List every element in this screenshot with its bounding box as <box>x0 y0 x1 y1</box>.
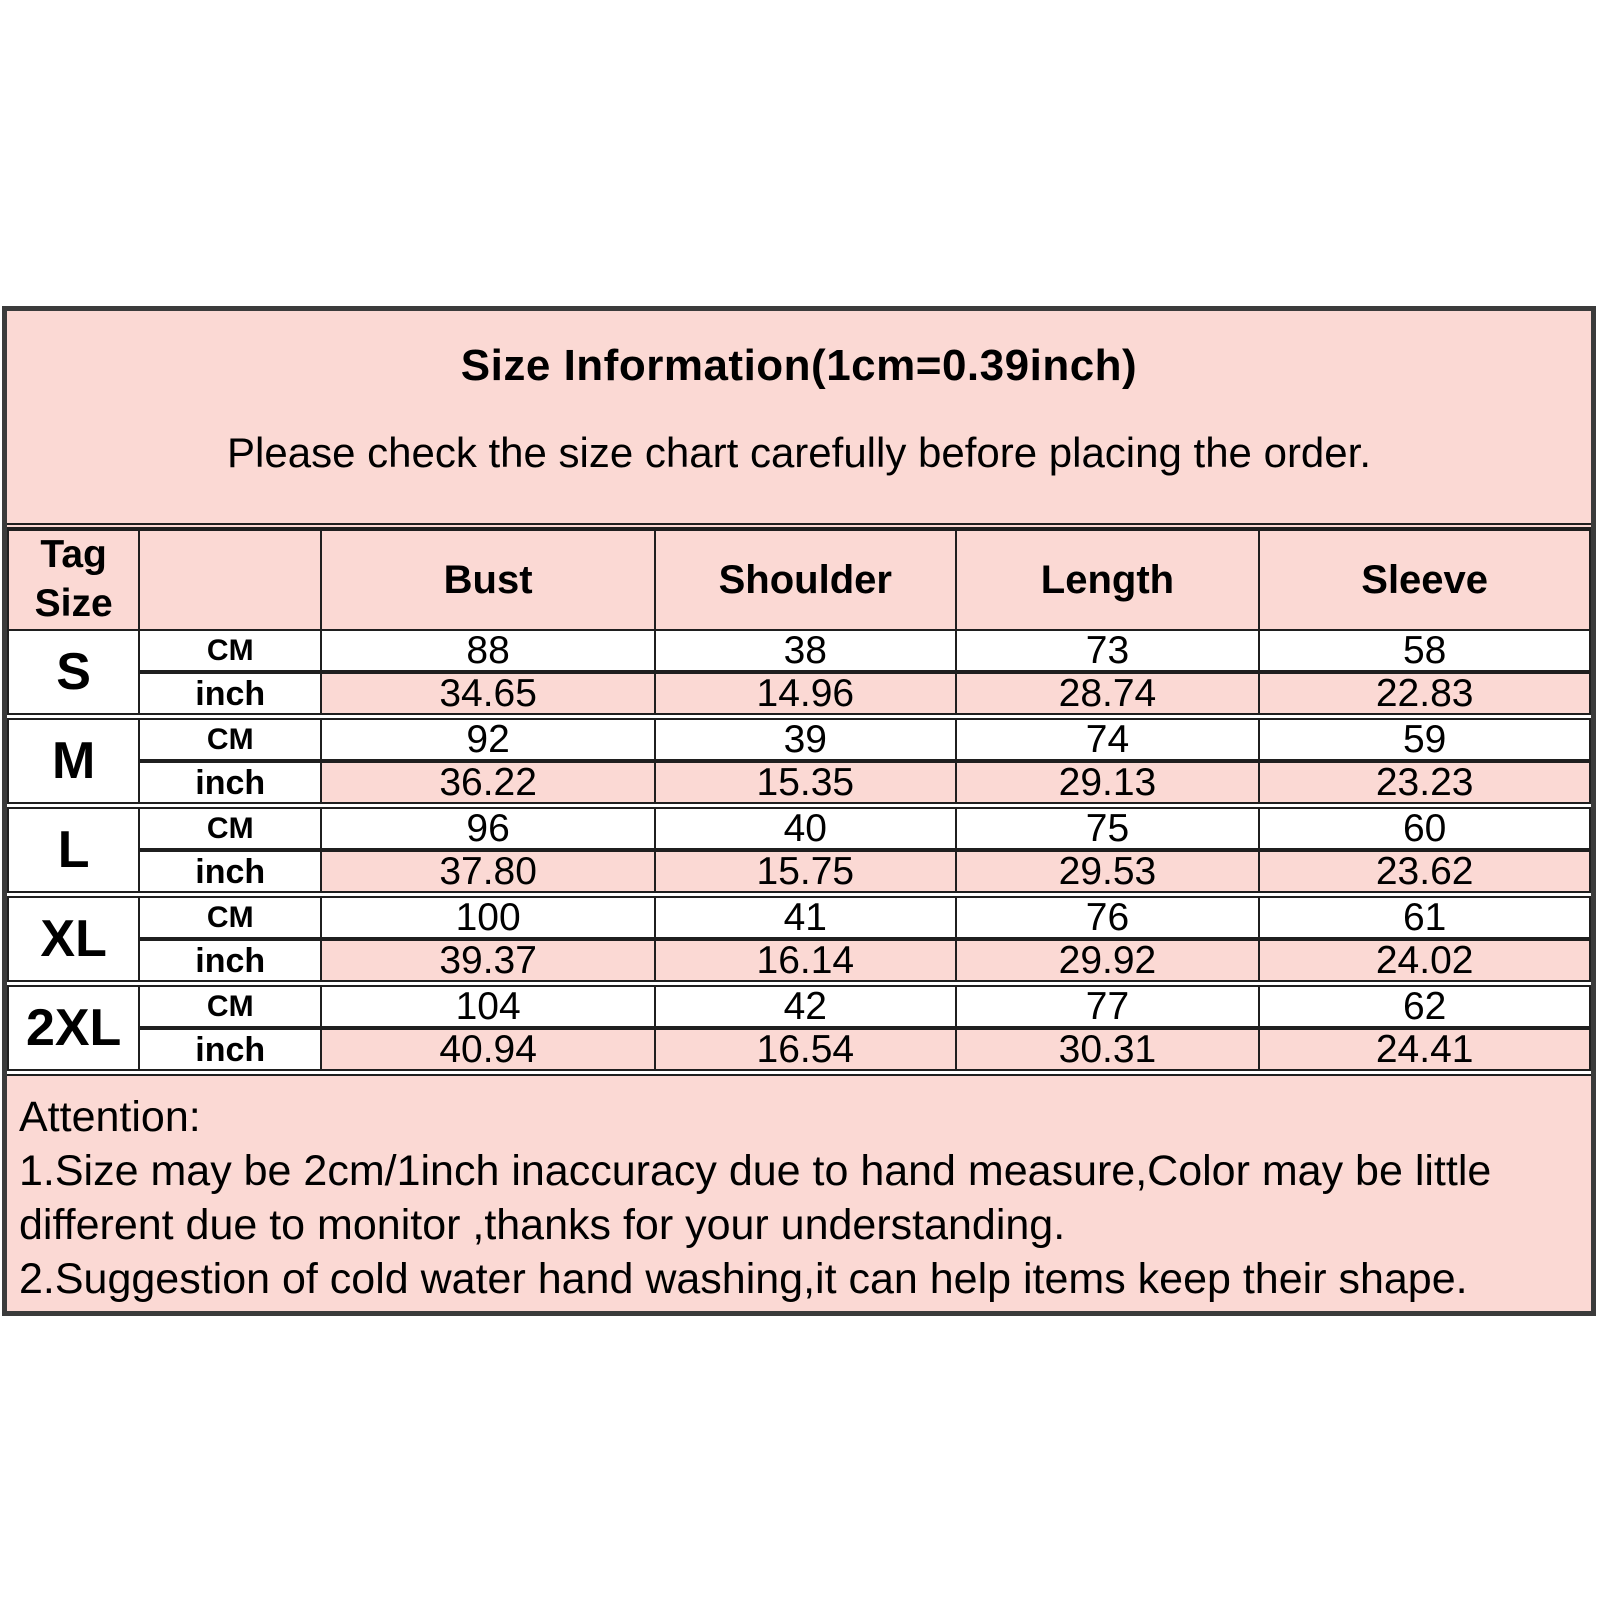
cell-xl-cm-bust: 100 <box>321 895 655 940</box>
table-row-2xl-cm <box>8 984 1590 1029</box>
cell-l-inch-shoulder: 15.75 <box>655 850 956 895</box>
cell-m-cm-length: 74 <box>956 717 1260 762</box>
col-header-sleeve: Sleeve <box>1259 530 1590 630</box>
attention-note-2: 2.Suggestion of cold water hand washing,it can help items keep their shape. <box>19 1255 1468 1303</box>
cell-l-cm-bust: 96 <box>321 806 655 851</box>
cell-l-cm-sleeve: 60 <box>1259 806 1590 851</box>
table-row-s-inch <box>8 672 1590 717</box>
cell-2xl-inch-length: 30.31 <box>956 1028 1260 1073</box>
cell-xl-cm-sleeve: 61 <box>1259 895 1590 940</box>
cell-l-inch-sleeve: 23.62 <box>1259 850 1590 895</box>
table-row-l-inch <box>8 850 1590 895</box>
cell-xl-inch-length: 29.92 <box>956 939 1260 984</box>
unit-label-inch: inch <box>139 850 321 895</box>
cell-s-inch-shoulder: 14.96 <box>655 672 956 717</box>
cell-s-cm-shoulder: 38 <box>655 630 956 672</box>
cell-s-cm-bust: 88 <box>321 630 655 672</box>
attention-note-1: 1.Size may be 2cm/1inch inaccuracy due to hand measure,Color may be little <box>19 1147 1492 1195</box>
cell-s-inch-bust: 34.65 <box>321 672 655 717</box>
cell-l-cm-shoulder: 40 <box>655 806 956 851</box>
table-row-2xl-inch <box>8 1028 1590 1073</box>
cell-m-cm-bust: 92 <box>321 717 655 762</box>
size-label-2xl: 2XL <box>8 984 139 1073</box>
cell-2xl-inch-sleeve: 24.41 <box>1259 1028 1590 1073</box>
size-label-xl: XL <box>8 895 139 984</box>
col-header-shoulder: Shoulder <box>655 530 956 630</box>
cell-l-inch-length: 29.53 <box>956 850 1260 895</box>
size-label-s: S <box>8 630 139 717</box>
header-block <box>7 311 1591 529</box>
cell-m-inch-bust: 36.22 <box>321 761 655 806</box>
cell-m-cm-shoulder: 39 <box>655 717 956 762</box>
unit-label-cm: CM <box>139 806 321 851</box>
col-header-bust: Bust <box>321 530 655 630</box>
size-chart-sheet <box>2 306 1596 1316</box>
table-row-l-cm <box>8 806 1590 851</box>
cell-2xl-cm-bust: 104 <box>321 984 655 1029</box>
unit-label-inch: inch <box>139 672 321 717</box>
unit-label-inch: inch <box>139 1028 321 1073</box>
table-row-m-inch <box>8 761 1590 806</box>
col-header-length: Length <box>956 530 1260 630</box>
cell-l-cm-length: 75 <box>956 806 1260 851</box>
cell-m-inch-length: 29.13 <box>956 761 1260 806</box>
table-header-row <box>8 530 1590 630</box>
unit-label-cm: CM <box>139 717 321 762</box>
table-row-m-cm <box>8 717 1590 762</box>
table-row-xl-cm <box>8 895 1590 940</box>
cell-2xl-inch-bust: 40.94 <box>321 1028 655 1073</box>
table-row-s-cm <box>8 630 1590 672</box>
size-chart-subtitle: Please check the size chart carefully before placing the order. <box>227 429 1371 476</box>
cell-s-inch-sleeve: 22.83 <box>1259 672 1590 717</box>
cell-2xl-cm-shoulder: 42 <box>655 984 956 1029</box>
cell-s-cm-sleeve: 58 <box>1259 630 1590 672</box>
unit-label-inch: inch <box>139 761 321 806</box>
tag-size-line2: Size <box>34 582 113 625</box>
col-header-unit <box>139 530 321 630</box>
unit-label-inch: inch <box>139 939 321 984</box>
unit-label-cm: CM <box>139 895 321 940</box>
tag-size-line1: Tag <box>40 533 107 577</box>
cell-m-cm-sleeve: 59 <box>1259 717 1590 762</box>
attention-note-1-cont: different due to monitor ,thanks for your understanding. <box>19 1201 1066 1249</box>
cell-xl-inch-shoulder: 16.14 <box>655 939 956 984</box>
cell-xl-inch-bust: 39.37 <box>321 939 655 984</box>
unit-label-cm: CM <box>139 984 321 1029</box>
cell-s-cm-length: 73 <box>956 630 1260 672</box>
unit-label-cm: CM <box>139 630 321 672</box>
table-row-xl-inch <box>8 939 1590 984</box>
cell-m-inch-shoulder: 15.35 <box>655 761 956 806</box>
cell-m-inch-sleeve: 23.23 <box>1259 761 1590 806</box>
attention-heading: Attention: <box>19 1093 201 1141</box>
size-label-m: M <box>8 717 139 806</box>
size-table <box>7 529 1591 1076</box>
cell-2xl-inch-shoulder: 16.54 <box>655 1028 956 1073</box>
cell-2xl-cm-sleeve: 62 <box>1259 984 1590 1029</box>
cell-xl-cm-length: 76 <box>956 895 1260 940</box>
size-chart-title: Size Information(1cm=0.39inch) <box>460 341 1138 390</box>
cell-2xl-cm-length: 77 <box>956 984 1260 1029</box>
attention-block <box>7 1076 1591 1311</box>
size-label-l: L <box>8 806 139 895</box>
cell-xl-inch-sleeve: 24.02 <box>1259 939 1590 984</box>
cell-xl-cm-shoulder: 41 <box>655 895 956 940</box>
col-header-tag-size <box>8 530 139 630</box>
cell-s-inch-length: 28.74 <box>956 672 1260 717</box>
cell-l-inch-bust: 37.80 <box>321 850 655 895</box>
